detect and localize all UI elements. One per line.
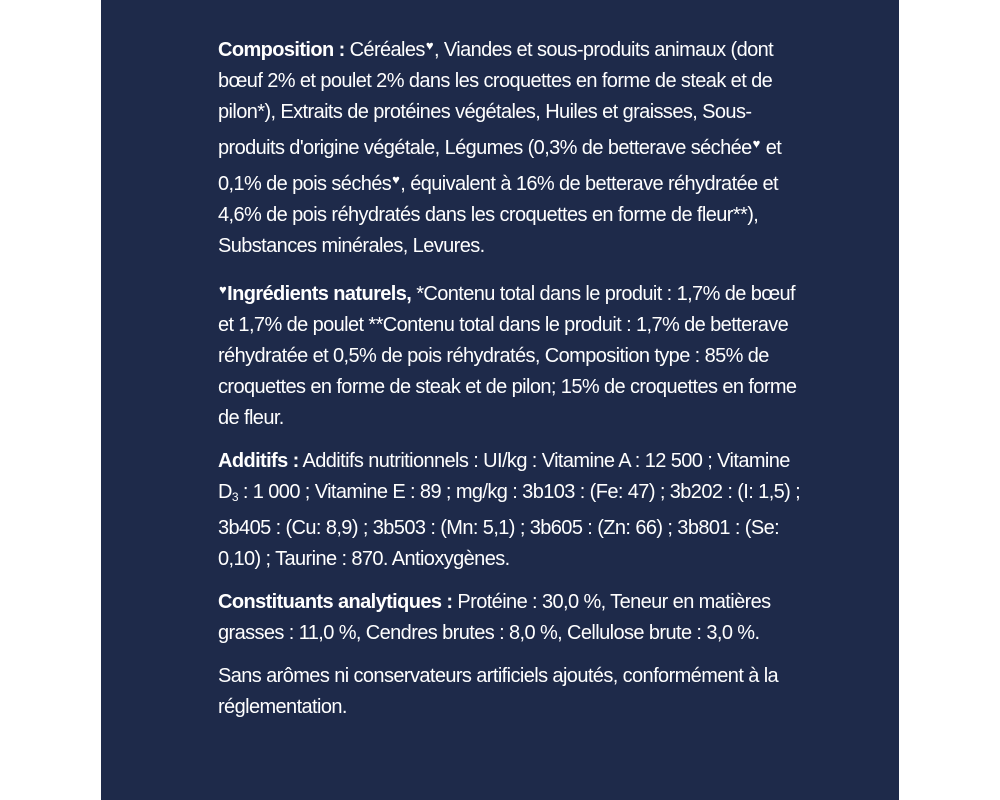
additives-label: Additifs : [218, 450, 299, 472]
analytical-constituents-paragraph [218, 587, 808, 649]
composition-paragraph [218, 30, 808, 262]
additives-text-2: : 1 000 ; Vitamine E : 89 ; mg/kg : 3b103 : (Fe: 47) ; 3b202 : (I: 1,5) ; 3b405 : (Cu: 8,9) ; 3b503 : (Mn: 5,1) ; 3b605 : (Zn: 66) ; 3b801 : (Se: 0,10) ; Taurine : 870. Antioxygènes. [218, 481, 801, 570]
composition-text-1: Céréales [344, 39, 425, 61]
ingredients-text [218, 30, 808, 735]
heart-icon: ♥ [425, 38, 433, 53]
heart-icon: ♥ [752, 136, 760, 151]
composition-text-2: , Viandes et sous-produits animaux (dont bœuf 2% et poulet 2% dans les croquettes en forme de steak et de pilon*), Extraits de protéines végétales, Huiles et graisses, Sous-produits d'origine végétale, Légumes (0,3% de betterave séchée [218, 39, 774, 159]
analytical-constituents-text: Protéine : 30,0 %, Teneur en matières grasses : 11,0 %, Cendres brutes : 8,0 %, Cellulose brute : 3,0 %. [218, 591, 771, 644]
composition-text-3: et 0,1% de pois séchés [218, 137, 782, 195]
footer-text: Sans arômes ni conservateurs artificiels ajoutés, conformément à la réglementation. [218, 665, 779, 718]
natural-ingredients-text: *Contenu total dans le produit : 1,7% de bœuf et 1,7% de poulet **Contenu total dans le produit : 1,7% de betterave réhydratée et 0,5% de pois réhydratés, Composition type : 85% de croquettes en forme de steak et de pilon; 15% de croquettes en forme de fleur. [218, 283, 797, 429]
natural-ingredients-paragraph [218, 274, 808, 434]
natural-ingredients-label: Ingrédients naturels, [227, 283, 412, 305]
no-artificial-additives-note [218, 661, 808, 723]
heart-icon: ♥ [219, 282, 227, 297]
additives-text-1: Additifs nutritionnels : UI/kg : Vitamine A : 12 500 ; Vitamine D [218, 450, 790, 503]
composition-label: Composition : [218, 39, 345, 61]
heart-icon: ♥ [392, 172, 400, 187]
composition-text-4: , équivalent à 16% de betterave réhydratée et 4,6% de pois réhydratés dans les croquettes en forme de fleur**), Substances minérales, Levures. [218, 173, 779, 257]
additives-paragraph [218, 446, 808, 575]
analytical-constituents-label: Constituants analytiques : [218, 591, 453, 613]
vitamin-d-subscript: 3 [231, 490, 238, 504]
